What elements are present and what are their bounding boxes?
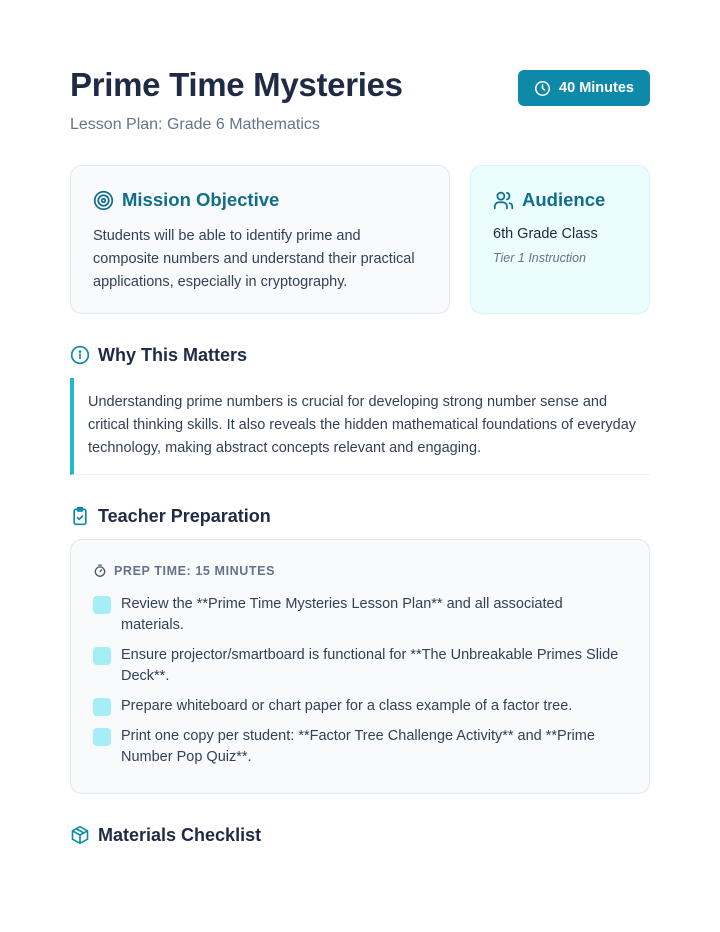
checkbox[interactable] — [93, 728, 111, 746]
clipboard-check-icon — [70, 506, 90, 526]
box-icon — [70, 825, 90, 845]
prep-item-text: Review the **Prime Time Mysteries Lesson Plan** and all associated materials. — [121, 596, 563, 633]
checkbox[interactable] — [93, 647, 111, 665]
audience-tier: Tier 1 Instruction — [493, 251, 586, 265]
why-this-matters-quote — [70, 378, 650, 475]
mission-objective-text: Students will be able to identify prime and composite numbers and understand their practical applications, especially in cryptography. — [93, 228, 415, 290]
duration-label: 40 Minutes — [559, 80, 634, 96]
checkbox[interactable] — [93, 596, 111, 614]
prep-checklist-item — [93, 726, 627, 768]
clock-icon — [534, 80, 551, 97]
prep-item-text: Prepare whiteboard or chart paper for a class example of a factor tree. — [121, 698, 573, 714]
timer-icon — [93, 564, 107, 578]
why-this-matters-text: Understanding prime numbers is crucial for developing strong number sense and critical thinking skills. It also reveals the hidden mathematical foundations of everyday technology, making abstract concepts relevant and engaging. — [88, 394, 637, 456]
audience-card — [470, 165, 650, 314]
prep-checklist — [93, 594, 627, 768]
prep-item-text: Ensure projector/smartboard is functional for **The Unbreakable Primes Slide Deck**. — [121, 647, 619, 684]
prep-checklist-item — [93, 696, 627, 717]
teacher-preparation-header — [70, 504, 271, 528]
info-icon — [70, 345, 90, 365]
checkbox[interactable] — [93, 698, 111, 716]
users-icon — [493, 190, 514, 211]
why-this-matters-title: Why This Matters — [98, 344, 248, 365]
why-this-matters-header — [70, 343, 247, 367]
prep-time-header — [93, 562, 627, 580]
audience-header — [493, 188, 627, 212]
page-subtitle: Lesson Plan: Grade 6 Mathematics — [70, 116, 320, 133]
target-icon — [93, 190, 114, 211]
prep-checklist-item — [93, 645, 627, 687]
prep-item-text: Print one copy per student: **Factor Tree Challenge Activity** and **Prime Number Pop Quiz**. — [121, 728, 595, 765]
materials-checklist-title: Materials Checklist — [98, 824, 262, 845]
header — [70, 66, 650, 141]
mission-objective-card — [70, 165, 450, 314]
materials-checklist-header — [70, 823, 261, 847]
audience-class: 6th Grade Class — [493, 226, 598, 242]
duration-badge — [518, 70, 650, 106]
teacher-preparation-card — [70, 539, 650, 794]
prep-checklist-item — [93, 594, 627, 636]
mission-objective-title: Mission Objective — [122, 189, 280, 210]
teacher-preparation-title: Teacher Preparation — [98, 505, 271, 526]
mission-objective-header — [93, 188, 427, 212]
page-title: Prime Time Mysteries — [70, 66, 403, 103]
audience-title: Audience — [522, 189, 606, 210]
prep-time-label: PREP TIME: 15 MINUTES — [114, 564, 276, 578]
